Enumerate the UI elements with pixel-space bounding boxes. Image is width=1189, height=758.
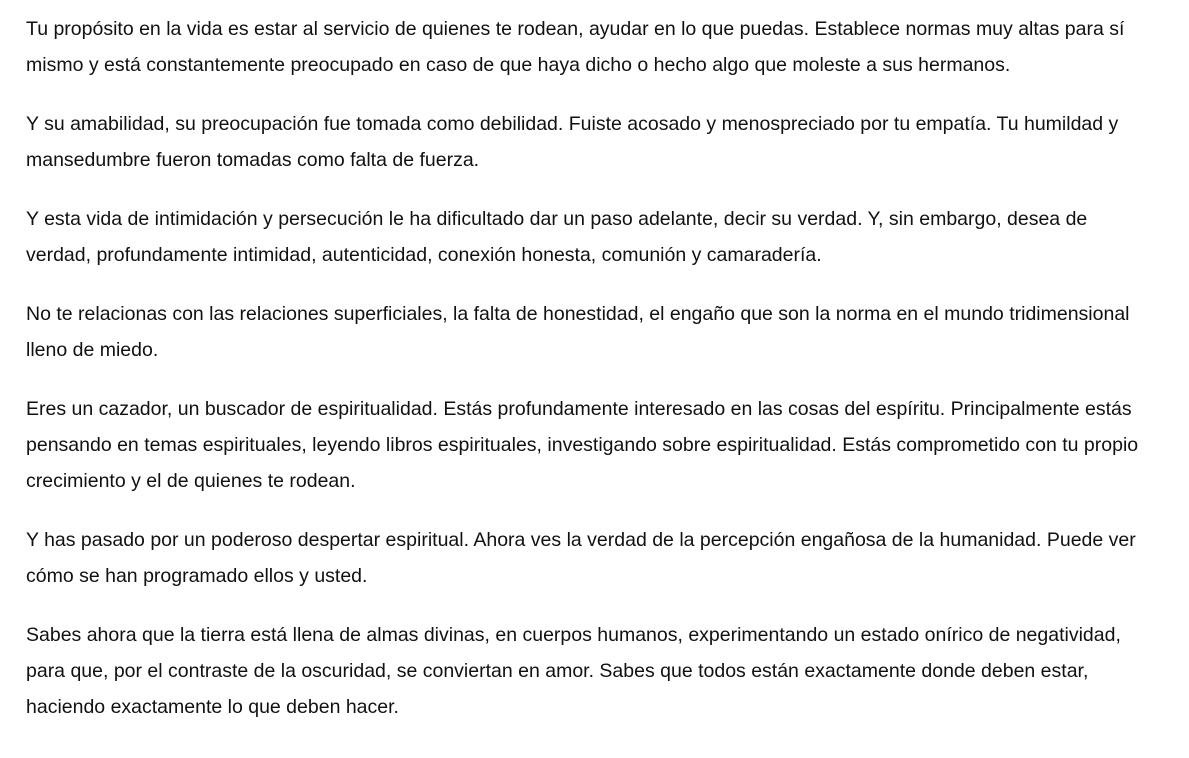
paragraph: Sabes ahora que la tierra está llena de almas divinas, en cuerpos humanos, experimentando un estado onírico de negatividad, para que, por el contraste de la oscuridad, se conviertan en amor. Sabes que todos están exactamente donde deben estar, haciendo exactamente lo que deben hacer. (26, 624, 1121, 718)
paragraph: Eres un cazador, un buscador de espiritualidad. Estás profundamente interesado en las cosas del espíritu. Principalmente estás pensando en temas espirituales, leyendo libros espirituales, investigando sobre espiritualidad. Estás comprometido con tu propio crecimiento y el de quienes te rodean. (26, 398, 1139, 492)
paragraph: Y esta vida de intimidación y persecución le ha dificultado dar un paso adelante, decir su verdad. Y, sin embargo, desea de verdad, profundamente intimidad, autenticidad, conexión honesta, comunión y camaradería. (26, 208, 1088, 266)
paragraph: Y su amabilidad, su preocupación fue tomada como debilidad. Fuiste acosado y menospreciado por tu empatía. Tu humildad y mansedumbre fueron tomadas como falta de fuerza. (26, 113, 1119, 171)
paragraph: Y has pasado por un poderoso despertar espiritual. Ahora ves la verdad de la percepción engañosa de la humanidad. Puede ver cómo se han programado ellos y usted. (26, 529, 1136, 587)
paragraph: Tu propósito en la vida es estar al servicio de quienes te rodean, ayudar en lo que puedas. Establece normas muy altas para sí mismo y está constantemente preocupado en caso de que haya dicho o hecho algo que moleste a sus hermanos. (26, 18, 1125, 76)
paragraph: No te relacionas con las relaciones superficiales, la falta de honestidad, el engaño que son la norma en el mundo tridimensional lleno de miedo. (26, 303, 1130, 361)
